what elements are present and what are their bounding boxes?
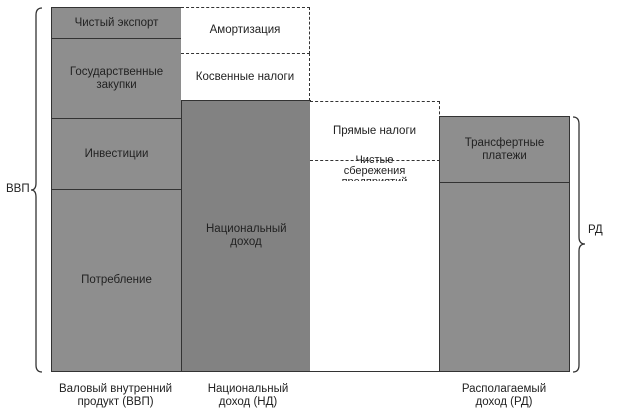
gdp-brace xyxy=(30,7,44,373)
investment-label: Инвестиции xyxy=(84,147,149,160)
disposable-income-mid-block xyxy=(310,181,440,372)
national-income-block xyxy=(181,100,311,372)
investment-block xyxy=(51,118,182,190)
di-brace xyxy=(572,116,586,373)
gdp-caption: Валовый внутренний продукт (ВВП) xyxy=(58,383,173,408)
government-purchases-label: Государственные закупки xyxy=(69,65,164,91)
net-exports-label: Чистый экспорт xyxy=(74,16,159,29)
national-income-label: Национальный доход xyxy=(206,223,287,248)
disposable-income-block xyxy=(439,182,570,372)
transfer-payments-block xyxy=(439,116,570,183)
depreciation-label: Амортизация xyxy=(209,24,281,36)
direct-taxes-block xyxy=(310,101,440,161)
indirect-taxes-label: Косвенные налоги xyxy=(195,70,295,83)
net-exports-block xyxy=(51,7,182,39)
government-purchases-block xyxy=(51,38,182,119)
gdp-brace-label: ВВП xyxy=(6,183,30,195)
depreciation-block xyxy=(181,7,310,54)
consumption-label: Потребление xyxy=(81,274,152,286)
net-business-savings-block xyxy=(310,153,440,182)
direct-taxes-label: Прямые налоги xyxy=(332,124,417,137)
net-business-savings-label: Чистые сбережения xyxy=(343,153,406,177)
consumption-block xyxy=(51,189,182,372)
di-brace-label: РД xyxy=(588,224,603,236)
transfer-payments-label: Трансфертные платежи xyxy=(464,136,545,162)
indirect-taxes-block xyxy=(181,53,310,101)
di-caption: Располагаемый доход (РД) xyxy=(461,383,547,408)
ni-caption: Национальный доход (НД) xyxy=(207,383,289,408)
